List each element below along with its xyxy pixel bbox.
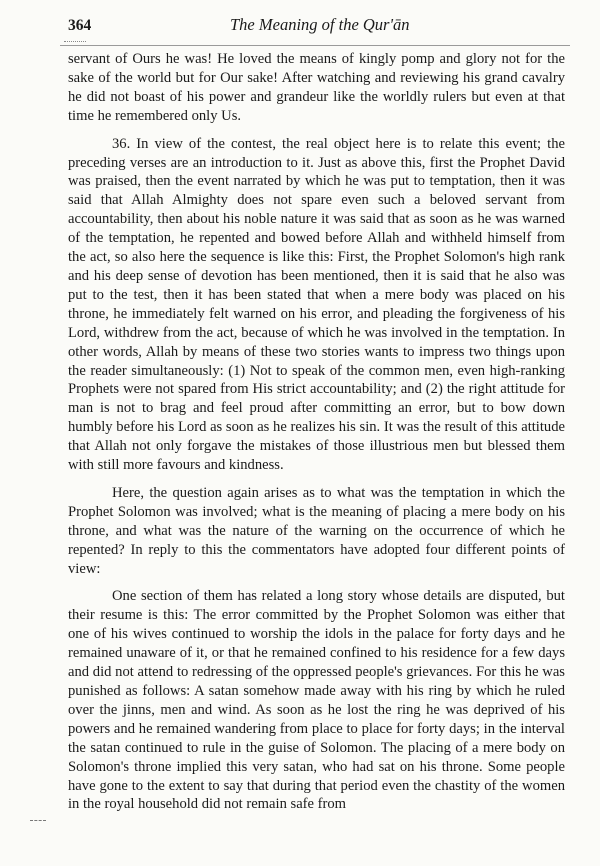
paragraph-first-view: One section of them has related a long story whose details are disputed, but their resume is this: The error committed by the Prophet Solomon was either that one of his wives continued to worship the idols in the palace for forty days and he remained unaware of it, or that he remained confined to his residence for a few days and did not attend to redressing of the oppressed people's grievances. For this he was punished as follows: A satan somehow made away with his ring by which he ruled over the jinns, men and wind. As soon as he lost the ring he was deprived of his powers and he remained wandering from place to place for forty days; in the interval the satan continued to rule in the guise of Solomon. The placing of a mere body on Solomon's throne implied this very satan, who had sat on his throne. Some people have gone to the extent to say that during that period even the chastity of the women in the royal household did not remain safe from: [68, 588, 565, 813]
margin-mark: [30, 820, 46, 821]
running-title: The Meaning of the Qur'ān: [230, 15, 410, 34]
paragraph-question: Here, the question again arises as to what was the temptation in which the Prophet Solomon was involved; what is the meaning of placing a mere body on his throne, and what was the nature of the warning on the occurrence of which he repented? In reply to this the commentators have adopted four different points of view:: [68, 484, 565, 577]
paragraph-continuation: servant of Ours he was! He loved the means of kingly pomp and glory not for the sake of the world but for Our sake! After watching and reviewing his grand cavalry he did not boast of his power and grandeur like the worldly rulers but even at that time he remembered only Us.: [68, 51, 565, 124]
scan-smudge: [64, 41, 86, 42]
page-number: 364: [68, 17, 92, 34]
page-header: [68, 11, 568, 41]
body-text: [68, 50, 565, 814]
header-rule: [60, 45, 570, 46]
paragraph-note-36: 36. In view of the contest, the real object here is to relate this event; the preceding verses are an introduction to it. Just as above this, first the Prophet David was praised, then the event narrated by which he was put to temptation, then it was said that Allah Almighty does not spare even such a beloved servant from accountability, then about his noble nature it was said that as soon as he was warned of the temptation, he repented and bowed before Allah and withheld himself from the act, so also here the sequence is like this: First, the Prophet Solomon's high rank and his deep sense of devotion has been mentioned, then it is said that he also was put to the test, then it has been stated that when a mere body was placed on his throne, he immediately felt warned on his error, and pleading the forgiveness of his Lord, withdrew from the act, because of which he was involved in the temptation. In other words, Allah by means of these two stories wants to impress two things upon the reader simultaneously: (1) Not to speak of the common men, even high-ranking Prophets were not spared from His strict accountability; and (2) the right attitude for man is not to brag and feel proud after committing an error, but to bow down humbly before his Lord as soon as he realizes his sin. It was the result of this attitude that Allah not only forgave the mistakes of those illustrious men but blessed them with still more favours and kindness.: [68, 135, 565, 474]
